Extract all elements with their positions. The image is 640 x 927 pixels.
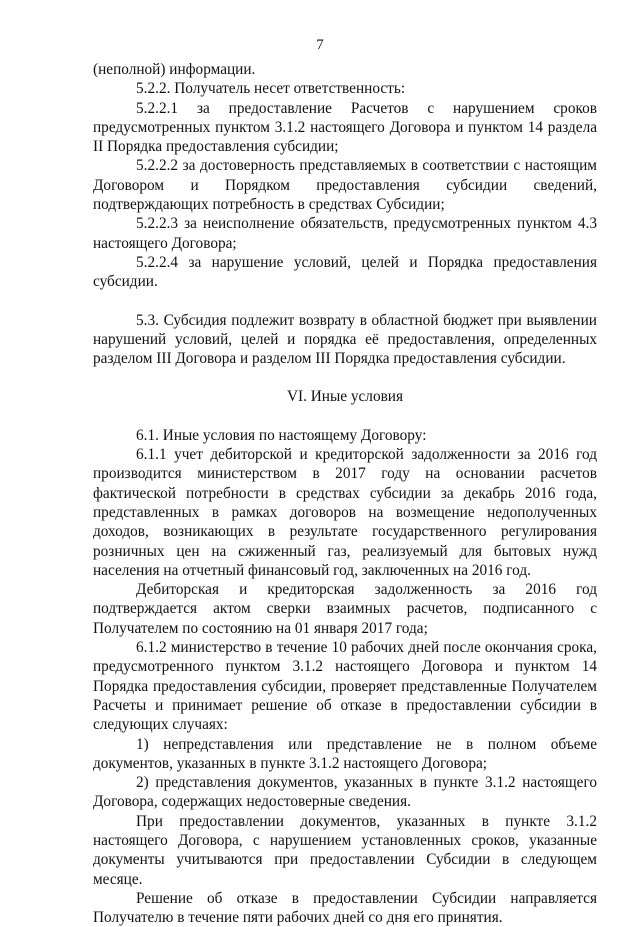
paragraph-continuation: (неполной) информации. [93,61,256,78]
list-item-2: 2) представления документов, указанных в пункте 3.1.2 настоящего Договора, содержащих недостоверные сведения. [93,774,597,811]
paragraph-refusal-notice: Решение об отказе в предоставлении Субсидии направляется Получателю в течение пяти рабочих дней со дня его принятия. [93,889,597,927]
clause-6-1: 6.1. Иные условия по настоящему Договору: [136,426,427,444]
clause-5-2-2-1: 5.2.2.1 за предоставление Расчетов с нарушением сроков предусмотренных пунктом 3.1.2 настоящего Договора и пунктом 14 раздела II Порядка предоставления субсидии; [93,99,597,156]
clause-6-1-2: 6.1.2 министерство в течение 10 рабочих дней после окончания срока, предусмотренного пунктом 3.1.2 настоящего Договора и пунктом 14 Порядка предоставления субсидии, проверяет представленные Получателем Расчеты и принимает решение об отказе в предоставлении субсидии в следующих случаях: [93,639,597,734]
clause-5-2-2-3: 5.2.2.3 за неисполнение обязательств, предусмотренных пунктом 4.3 настоящего Договора; [93,215,597,252]
list-item-1: 1) непредставления или представление не в полном объеме документов, указанных в пункте 3.1.2 настоящего Договора; [93,735,597,772]
page-number: 7 [316,37,324,53]
clause-5-2-2-4: 5.2.2.4 за нарушение условий, целей и Порядка предоставления субсидии. [93,253,597,291]
paragraph-late-documents: При предоставлении документов, указанных в пункте 3.1.2 настоящего Договора, с нарушением установленных сроков, указанные документы учитываются при предоставлении Субсидии в следующем месяце. [93,812,597,888]
clause-5-2-2: 5.2.2. Получатель несет ответственность: [136,80,406,98]
clause-5-2-2-2: 5.2.2.2 за достоверность представляемых в соответствии с настоящим Договором и Порядком предоставления субсидии сведений, подтверждающих потребность в средствах Субсидии; [93,157,597,214]
section-heading: VI. Иные условия [286,388,404,406]
clause-5-3: 5.3. Субсидия подлежит возврату в областной бюджет при выявлении нарушений условий, целей и порядка её предоставления, определенных разделом III Договора и разделом III Порядка предоставления субсидии. [93,311,597,368]
document-body [93,60,597,927]
paragraph-debt-confirmation: Дебиторская и кредиторская задолженность за 2016 год подтверждается актом сверки взаимных расчетов, подписанного с Получателем по состоянию на 01 января 2017 года; [93,581,597,637]
clause-6-1-1: 6.1.1 учет дебиторской и кредиторской задолженности за 2016 год производится министерством в 2017 году на основании расчетов фактической потребности в средствах субсидии за декабрь 2016 года, представленных в рамках договоров на возмещение недополученных доходов, возникающих в результате государственного регулирования розничных цен на сжиженный газ, реализуемый для бытовых нужд населения на отчетный финансовый год, заключенных на 2016 год. [93,446,597,579]
